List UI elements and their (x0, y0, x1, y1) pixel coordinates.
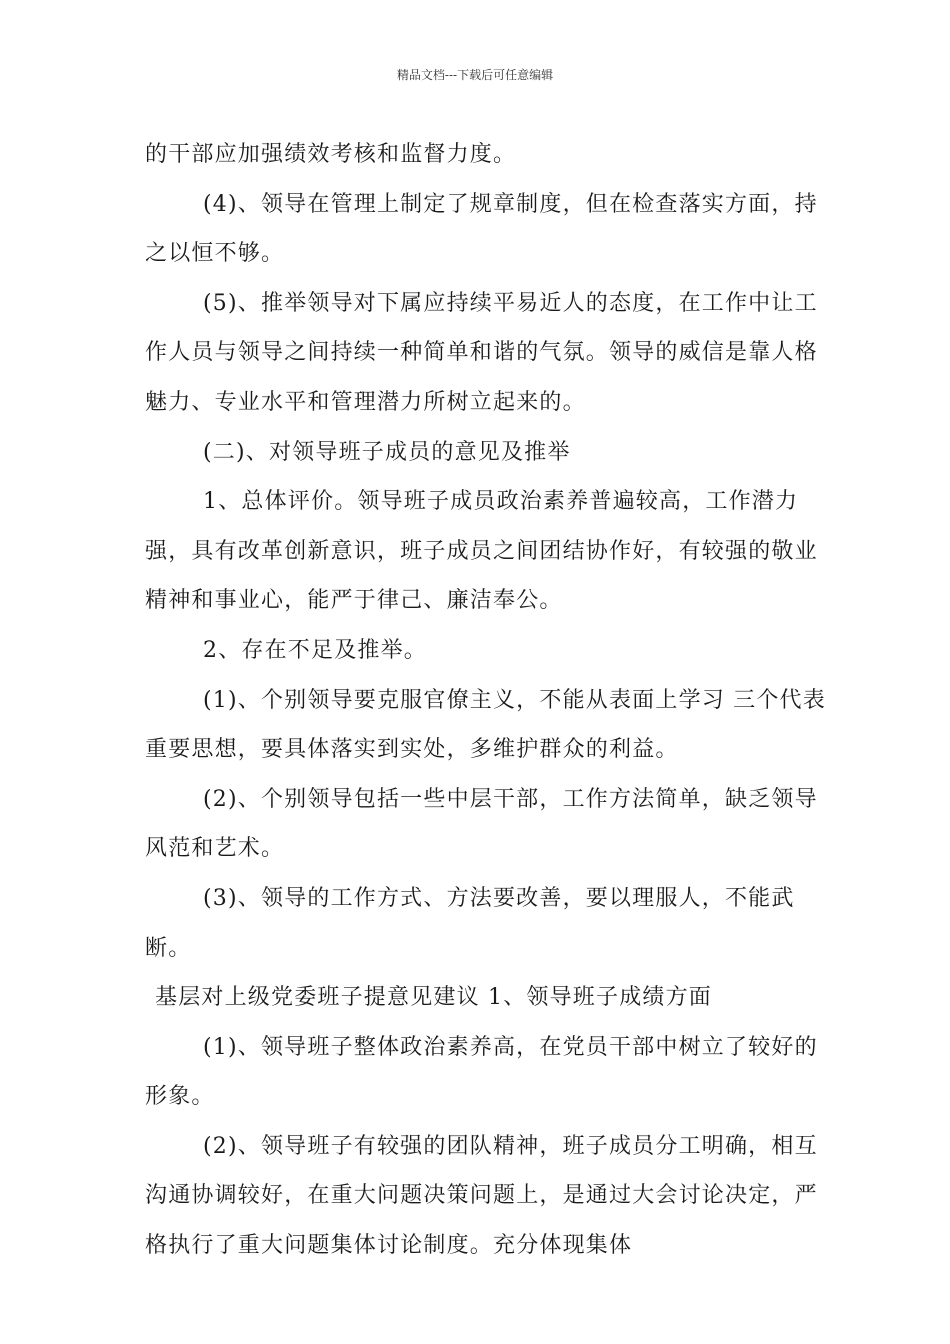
paragraph: (2)、领导班子有较强的团队精神，班子成员分工明确，相互沟通协调较好，在重大问题决策问题上，是通过大会讨论决定，严格执行了重大问题集体讨论制度。充分体现集体 (145, 1133, 818, 1259)
paragraph: (3)、领导的工作方式、方法要改善，要以理服人，不能武断。 (145, 885, 795, 961)
section-heading: 基层对上级党委班子提意见建议 1、领导班子成绩方面 (155, 985, 712, 1011)
paragraph: (2)、个别领导包括一些中层干部，工作方法简单，缺乏领导风范和艺术。 (145, 786, 818, 862)
page-header: 精品文档---下载后可任意编辑 (396, 68, 554, 82)
section-heading: (二)、对领导班子成员的意见及推举 (203, 439, 571, 465)
paragraph: (1)、个别领导要克服官僚主义，不能从表面上学习 三个代表重要思想，要具体落实到实处，多维护群众的利益。 (145, 687, 826, 763)
paragraph: (5)、推举领导对下属应持续平易近人的态度，在工作中让工作人员与领导之间持续一种简单和谐的气氛。领导的威信是靠人格魅力、专业水平和管理潜力所树立起来的。 (145, 290, 818, 415)
paragraph: (1)、领导班子整体政治素养高，在党员干部中树立了较好的形象。 (145, 1034, 818, 1110)
paragraph: 1、总体评价。领导班子成员政治素养普遍较高，工作潜力强，具有改革创新意识，班子成员之间团结协作好，有较强的敬业精神和事业心，能严于律己、廉洁奉公。 (145, 489, 818, 614)
document-body (145, 130, 835, 1271)
paragraph: 2、存在不足及推举。 (203, 637, 427, 663)
paragraph: (4)、领导在管理上制定了规章制度，但在检查落实方面，持之以恒不够。 (145, 191, 818, 267)
paragraph: 的干部应加强绩效考核和监督力度。 (145, 142, 517, 167)
